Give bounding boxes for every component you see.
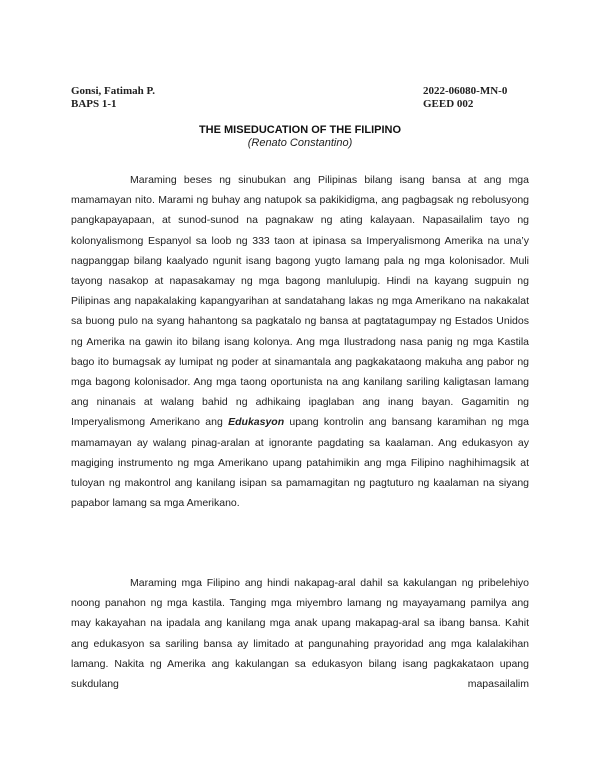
paragraph-1-text-end: upang kontrolin ang bansang karamihan ng mga mamamayan ay walang pinag-aralan at ignorante pagdating sa kaalaman. Ang edukasyon ay magiging instrumento ng mga Amerikano upang patahimikin ang mga Filipino naghihimagsik at tuloyan ng makontrol ang kanilang isipan sa pamamagitan ng pagtuturo ng kaalaman na siyang papabor lamang sa mga Amerikano. (71, 416, 529, 510)
paragraph-2 (71, 573, 529, 694)
student-id: 2022-06080-MN-0 (423, 85, 508, 97)
paragraph-1 (71, 170, 529, 513)
course-info (423, 85, 507, 111)
paragraph-2-text: Maraming mga Filipino ang hindi nakapag-aral dahil sa kakulangan ng pribelehiyo noong panahon ng mga kastila. Tanging mga miyembro lamang ng mayayamang pamilya ang may kakayahan na ipadala ang kanilang mga anak upang makapag-aral sa ibang bansa. Kahit ang edukasyon sa sariling bansa ay limitado at pangunahing prayoridad ang mga kalalakihan lamang. Nakita ng Amerika ang kakulangan sa edukasyon bilang isang pagkakataon upang sukdulang mapasailalim (71, 577, 529, 691)
course-code: GEED 002 (423, 98, 474, 110)
student-section: BAPS 1-1 (71, 98, 117, 110)
student-name: Gonsi, Fatimah P. (71, 85, 155, 97)
emphasis-edukasyon: Edukasyon (228, 416, 285, 429)
document-title: THE MISEDUCATION OF THE FILIPINO (198, 124, 402, 136)
paragraph-1-text-start: Maraming beses ng sinubukan ang Pilipinas bilang isang bansa at ang mga mamamayan nito. Marami ng buhay ang natupok sa pakikidigma, ang pagbagsak ng rebolusyong pangkapayapaan, at sunod-sunod na pagnakaw ng ating kalayaan. Napasailalim tayo ng kolonyalismong Espanyol sa loob ng 333 taon at ipinasa sa Imperyalismong Amerika na una’y nagpanggap bilang kaalyado ngunit isang bagong yugto lamang pala ng mga kolonisador. Muli tayong nasakop at napasakamay ng mga bagong manlulupig. Hindi na kayang sugpuin ng Pilipinas ang napakalaking kapangyarihan at sandatahang lakas ng mga Amerikano na nakakalat sa buong pulo na syang hahantong sa pagkatalo ng bansa at pagtatagumpay ng Estados Unidos ng Amerika na gawin ito bilang isang kolonya. Ang mga Ilustradong nasa panig ng mga Kastila bago ito bumagsak ay lumipat ng poder at sinamantala ang pagkakataong makuha ang pabor ng mga bagong kolonisador. Ang mga taong oportunista na ang kanilang sariling kaligtasan lamang ang ninanais at walang bahid ng adhikaing ipaglaban ang inang bayan. Gagamitin ng Imperyalismong Amerikano ang (71, 174, 529, 429)
document-author: (Renato Constantino) (247, 137, 353, 149)
title-block (71, 124, 529, 150)
student-info (71, 85, 155, 111)
